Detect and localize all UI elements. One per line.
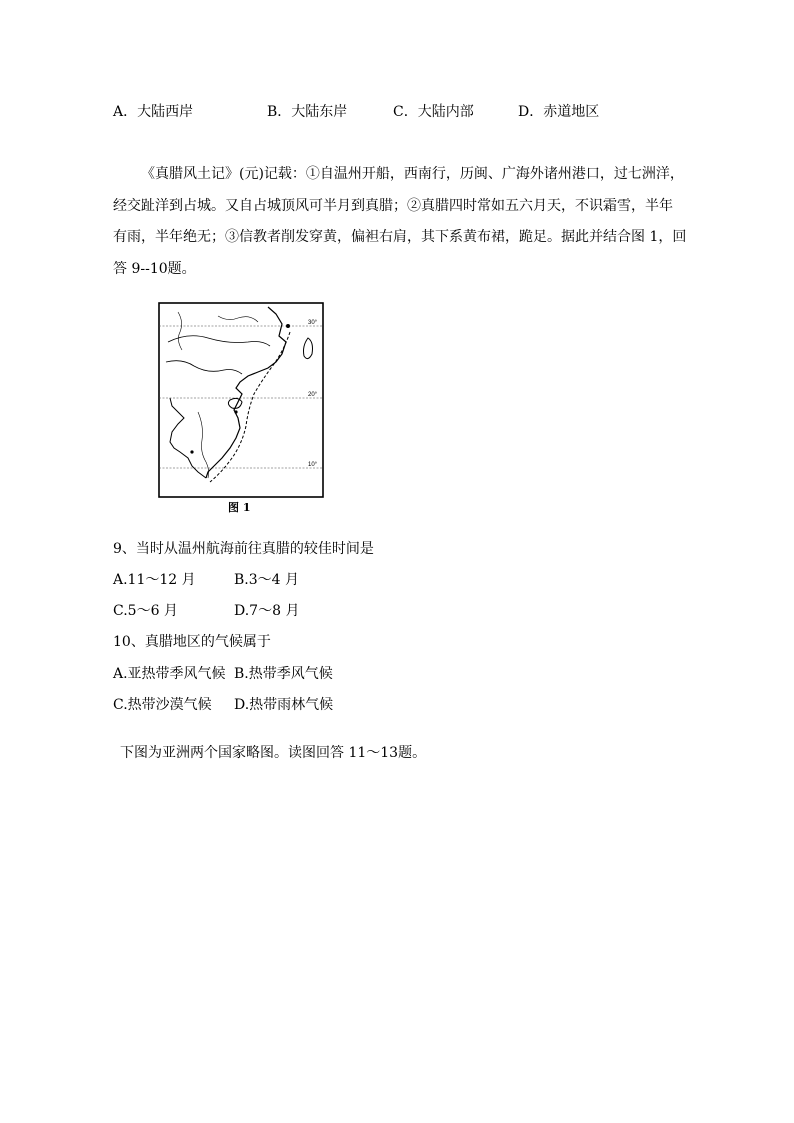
q9-stem: 9、当时从温州航海前往真腊的较佳时间是	[113, 541, 374, 557]
passage-line-1: 《真腊风土记》(元)记载：①自温州开船，西南行，历闽、广海外诸州港口，过七洲洋，	[141, 166, 684, 182]
q8-option-a: A．大陆西岸	[113, 104, 194, 120]
q9-option-a: A.11～12 月	[113, 572, 196, 588]
passage-line-3: 有雨，半年绝无；③信教者削发穿黄，偏袒右肩，其下系黄布裙，跪足。据此并结合图 1，回	[113, 229, 687, 245]
passage-line-2: 经交趾洋到占城。又自占城顶风可半月到真腊；②真腊四时常如五六月天，不识霜雪，半年	[113, 198, 673, 214]
zhancheng-marker	[234, 410, 237, 413]
lat-label-10: 10°	[308, 462, 318, 468]
wenzhou-marker	[286, 324, 290, 328]
q10-option-a: A.亚热带季风气候	[113, 666, 226, 682]
q9-option-b: B.3～4 月	[234, 572, 300, 588]
q8-option-d: D．赤道地区	[518, 104, 600, 120]
zhenla-marker	[190, 450, 193, 453]
lat-label-30: 30°	[308, 320, 318, 326]
q8-option-c: C．大陆内部	[393, 104, 474, 120]
q10-option-d: D.热带雨林气候	[234, 697, 334, 713]
map-svg	[158, 302, 324, 498]
lat-label-20: 20°	[308, 392, 318, 398]
figure-1-map	[158, 302, 324, 498]
q10-stem: 10、真腊地区的气候属于	[113, 634, 271, 650]
next-section-intro: 下图为亚洲两个国家略图。读图回答 11～13题。	[120, 745, 427, 761]
q10-option-b: B.热带季风气候	[234, 666, 333, 682]
q9-option-c: C.5～6 月	[113, 603, 178, 619]
map-caption: 图 1	[228, 501, 251, 514]
q10-option-c: C.热带沙漠气候	[113, 697, 212, 713]
q8-option-b: B．大陆东岸	[267, 104, 348, 120]
passage-line-4: 答 9--10题。	[113, 261, 196, 277]
q9-option-d: D.7～8 月	[234, 603, 300, 619]
